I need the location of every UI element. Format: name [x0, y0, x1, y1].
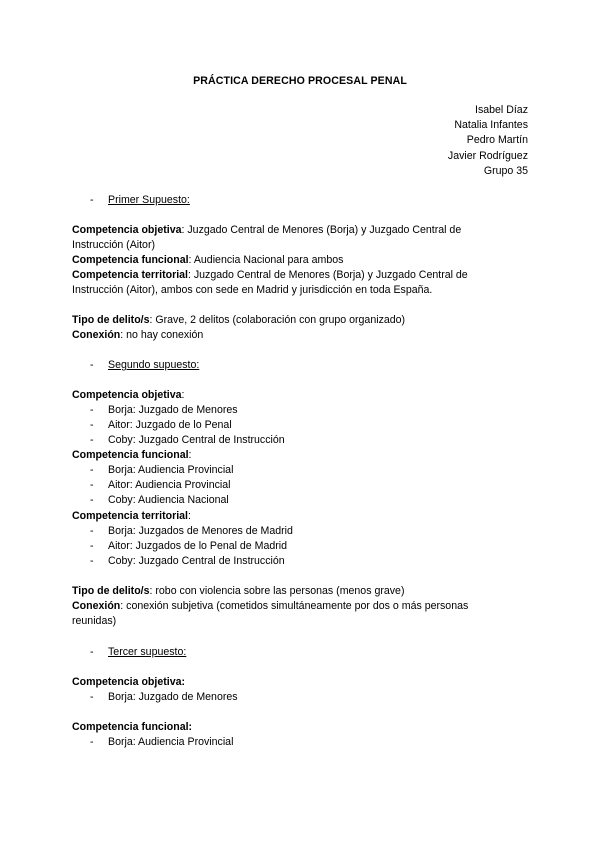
- list-item: - Borja: Audiencia Provincial: [90, 464, 234, 476]
- s2-competencia-territorial-label: Competencia territorial:: [72, 510, 191, 522]
- author-name: Pedro Martín: [466, 134, 528, 147]
- s2-competencia-funcional-label: Competencia funcional:: [72, 449, 192, 461]
- author-name: Javier Rodríguez: [447, 149, 528, 162]
- s1-competencia-funcional: Competencia funcional: Audiencia Nacional para ambos: [72, 254, 344, 266]
- list-item: - Coby: Juzgado Central de Instrucción: [90, 434, 285, 446]
- list-item: - Aitor: Juzgados de lo Penal de Madrid: [90, 540, 288, 552]
- author-name: Natalia Infantes: [454, 119, 528, 132]
- list-item: - Borja: Juzgados de Menores de Madrid: [90, 525, 293, 537]
- list-item: - Borja: Audiencia Provincial: [90, 736, 234, 748]
- group-number: Grupo 35: [483, 164, 528, 177]
- list-item: - Coby: Audiencia Nacional: [90, 494, 229, 506]
- list-item: - Aitor: Juzgado de lo Penal: [90, 419, 232, 431]
- s1-conexion: Conexión: no hay conexión: [72, 329, 204, 341]
- s2-tipo-delito: Tipo de delito/s: robo con violencia sobre las personas (menos grave): [72, 585, 405, 597]
- document-title: PRÁCTICA DERECHO PROCESAL PENAL: [193, 75, 407, 87]
- s3-competencia-objetiva-label: Competencia objetiva:: [72, 676, 186, 688]
- s2-conexion: Conexión: conexión subjetiva (cometidos simultáneamente por dos o más personas reunidas): [72, 600, 469, 627]
- section-heading-3: - Tercer supuesto:: [90, 646, 187, 658]
- author-name: Isabel Díaz: [475, 104, 528, 116]
- author-block: [448, 103, 528, 179]
- list-item: - Coby: Juzgado Central de Instrucción: [90, 555, 285, 567]
- list-item: - Aitor: Audiencia Provincial: [90, 479, 231, 491]
- s3-competencia-funcional-label: Competencia funcional:: [72, 721, 193, 733]
- s1-competencia-objetiva: Competencia objetiva: Juzgado Central de Menores (Borja) y Juzgado Central de Instrucción (Aitor): [72, 224, 462, 251]
- s2-competencia-objetiva-label: Competencia objetiva:: [72, 389, 185, 401]
- list-item: - Borja: Juzgado de Menores: [90, 404, 238, 416]
- section-heading-1: - Primer Supuesto:: [90, 194, 190, 206]
- section-heading-2: - Segundo supuesto:: [90, 359, 200, 371]
- s1-tipo-delito: Tipo de delito/s: Grave, 2 delitos (colaboración con grupo organizado): [72, 314, 406, 326]
- s1-competencia-territorial: Competencia territorial: Juzgado Central de Menores (Borja) y Juzgado Central de Instrucción (Aitor), ambos con sede en Madrid y jurisdicción en toda España.: [72, 269, 468, 296]
- list-item: - Borja: Juzgado de Menores: [90, 691, 238, 703]
